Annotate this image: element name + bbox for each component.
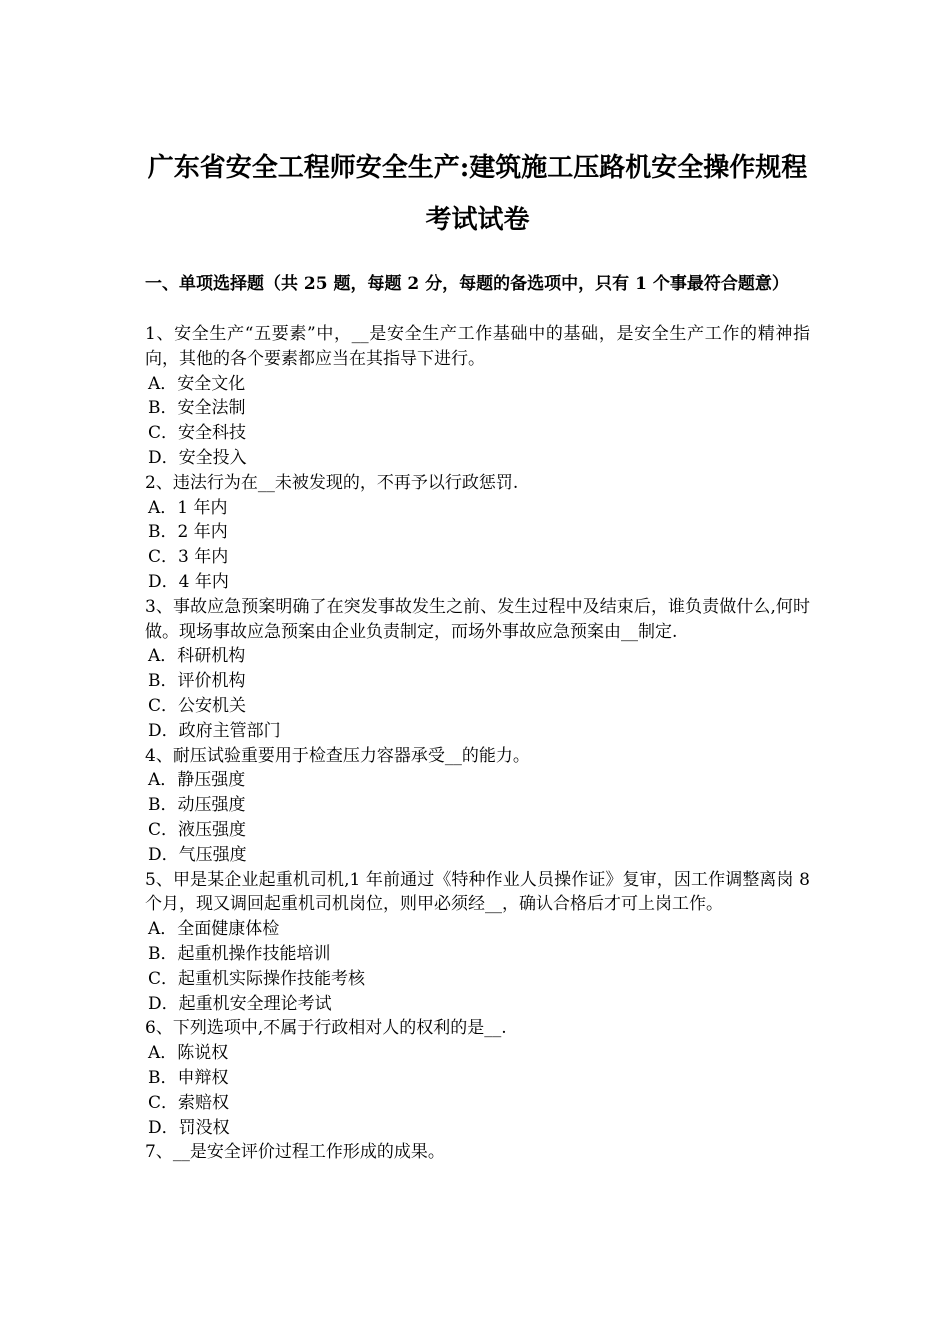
option-c: C．索赔权 bbox=[148, 1092, 230, 1113]
option-b: B．评价机构 bbox=[148, 671, 246, 692]
option-c: C．安全科技 bbox=[148, 423, 247, 444]
document-title-line-1: 广东省安全工程师安全生产:建筑施工压路机安全操作规程 bbox=[147, 153, 808, 183]
option-c: C．3 年内 bbox=[148, 547, 229, 568]
option-c: C．起重机实际操作技能考核 bbox=[148, 968, 366, 989]
document-title-line-2: 考试试卷 bbox=[425, 205, 530, 235]
option-d: D．气压强度 bbox=[148, 844, 247, 865]
question-1 bbox=[145, 322, 810, 471]
option-d: D．安全投入 bbox=[148, 447, 247, 468]
option-a: A．安全文化 bbox=[148, 373, 246, 394]
option-b: B．2 年内 bbox=[148, 522, 228, 543]
option-b: B．起重机操作技能培训 bbox=[148, 943, 331, 964]
option-c: C．液压强度 bbox=[148, 819, 247, 840]
question-list bbox=[145, 322, 810, 1165]
question-stem: 5、甲是某企业起重机司机,1 年前通过《特种作业人员操作证》复审，因工作调整离岗 8 个月，现又调回起重机司机岗位，则甲必须经__，确认合格后才可上岗工作。 bbox=[145, 869, 810, 915]
option-d: D．4 年内 bbox=[148, 571, 229, 592]
option-b: B．申辩权 bbox=[148, 1067, 229, 1088]
section-heading: 一、单项选择题（共 25 题，每题 2 分，每题的备选项中，只有 1 个事最符合题意） bbox=[145, 274, 789, 294]
question-stem: 6、下列选项中,不属于行政相对人的权利的是__. bbox=[145, 1018, 507, 1039]
option-d: D．罚没权 bbox=[148, 1117, 230, 1138]
option-a: A．静压强度 bbox=[148, 770, 246, 791]
option-b: B．动压强度 bbox=[148, 795, 246, 816]
question-stem: 1、安全生产“五要素”中，__是安全生产工作基础中的基础，是安全生产工作的精神指向，其他的各个要素都应当在其指导下进行。 bbox=[145, 324, 810, 369]
question-5 bbox=[145, 868, 810, 1017]
question-3 bbox=[145, 595, 810, 744]
option-c: C．公安机关 bbox=[148, 695, 247, 716]
question-7 bbox=[145, 1140, 810, 1165]
option-d: D．起重机安全理论考试 bbox=[148, 993, 332, 1014]
option-a: A．陈说权 bbox=[148, 1043, 229, 1064]
question-stem: 7、__是安全评价过程工作形成的成果。 bbox=[145, 1142, 445, 1163]
option-a: A．全面健康体检 bbox=[148, 919, 280, 940]
question-4 bbox=[145, 744, 810, 868]
question-2 bbox=[145, 471, 810, 595]
option-d: D．政府主管部门 bbox=[148, 720, 281, 741]
question-stem: 4、耐压试验重要用于检查压力容器承受__的能力。 bbox=[145, 745, 530, 766]
option-a: A．科研机构 bbox=[148, 646, 246, 667]
option-b: B．安全法制 bbox=[148, 398, 246, 419]
option-a: A．1 年内 bbox=[148, 497, 228, 518]
question-6 bbox=[145, 1016, 810, 1140]
question-stem: 2、违法行为在__未被发现的，不再予以行政惩罚. bbox=[145, 472, 519, 493]
question-stem: 3、事故应急预案明确了在突发事故发生之前、发生过程中及结束后，谁负责做什么,何时做。现场事故应急预案由企业负责制定，而场外事故应急预案由__制定. bbox=[145, 596, 810, 642]
